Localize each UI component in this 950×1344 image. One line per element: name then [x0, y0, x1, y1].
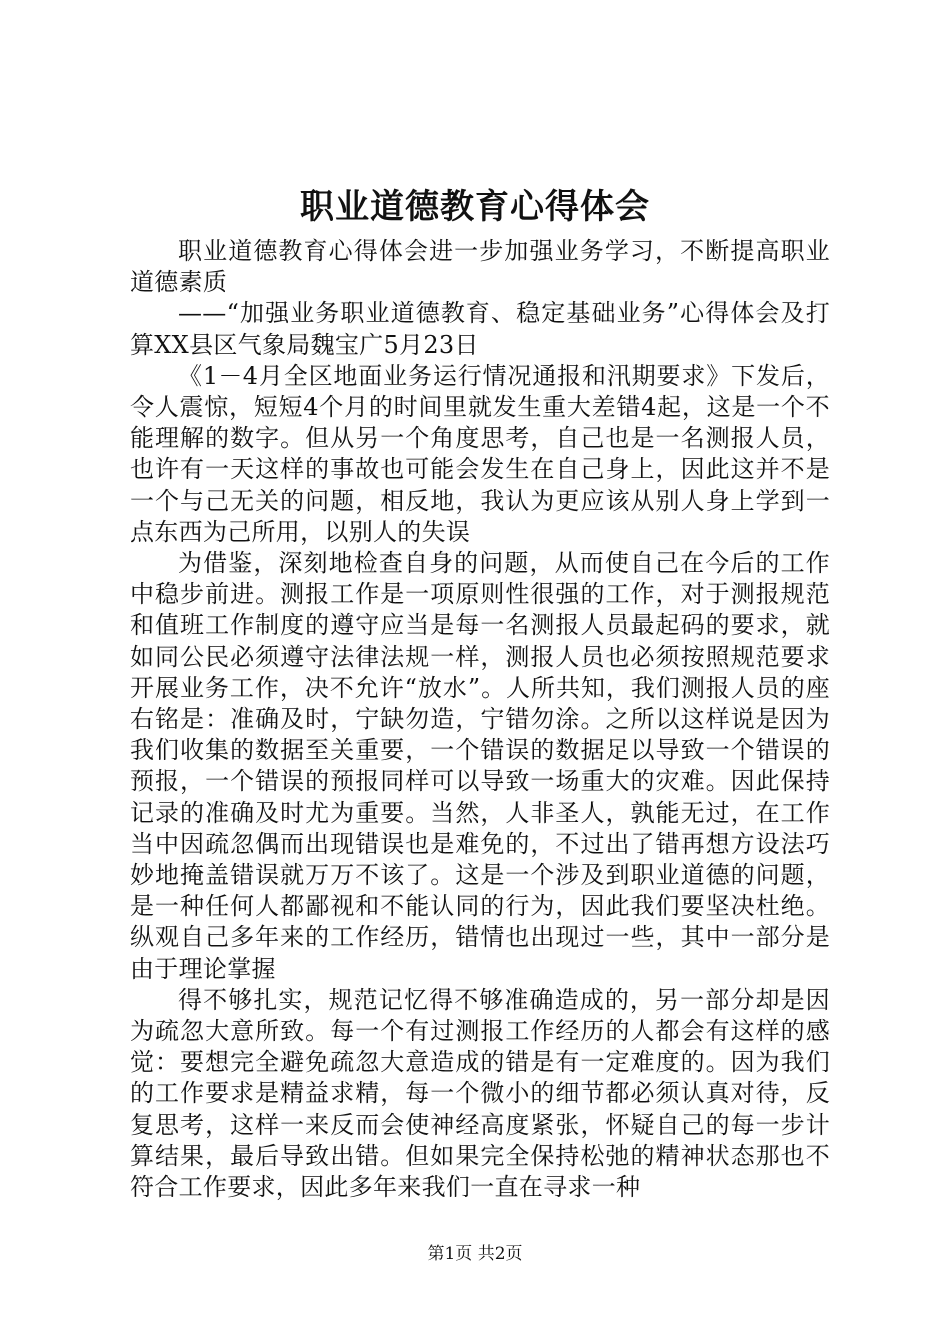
document-title: 职业道德教育心得体会 — [300, 187, 650, 227]
paragraph-5: 得不够扎实，规范记忆得不够准确造成的，另一部分却是因为疏忽大意所致。每一个有过测报工作经历的人都会有这样的感觉：要想完全避免疏忽大意造成的错是有一定难度的。因为我们的工作要求是精益求精，每一个微小的细节都必须认真对待，反复思考，这样一来反而会使神经高度紧张，怀疑自己的每一步计算结果，最后导致出错。但如果完全保持松弛的精神状态那也不符合工作要求，因此多年来我们一直在寻求一种 — [130, 985, 830, 1202]
paragraph-1: 职业道德教育心得体会进一步加强业务学习，不断提高职业道德素质 — [130, 237, 830, 297]
document-body — [130, 236, 830, 1203]
paragraph-4: 为借鉴，深刻地检查自身的问题，从而使自己在今后的工作中稳步前进。测报工作是一项原则性很强的工作，对于测报规范和值班工作制度的遵守应当是每一名测报人员最起码的要求，就如同公民必须遵守法律法规一样，测报人员也必须按照规范要求开展业务工作，决不允许“放水”。人所共知，我们测报人员的座右铭是：准确及时，宁缺勿造，宁错勿涂。之所以这样说是因为我们收集的数据至关重要，一个错误的数据足以导致一个错误的预报，一个错误的预报同样可以导致一场重大的灾难。因此保持记录的准确及时尤为重要。当然，人非圣人，孰能无过，在工作当中因疏忽偶而出现错误也是难免的，不过出了错再想方设法巧妙地掩盖错误就万万不该了。这是一个涉及到职业道德的问题，是一种任何人都鄙视和不能认同的行为，因此我们要坚决杜绝。纵观自己多年来的工作经历，错情也出现过一些，其中一部分是由于理论掌握 — [130, 549, 830, 983]
paragraph-2: ——“加强业务职业道德教育、稳定基础业务”心得体会及打算XX县区气象局魏宝广5月23日 — [130, 299, 830, 359]
paragraph-3: 《1－4月全区地面业务运行情况通报和汛期要求》下发后，令人震惊，短短4个月的时间里就发生重大差错4起，这是一个不能理解的数字。但从另一个角度思考，自己也是一名测报人员，也许有一天这样的事故也可能会发生在自己身上，因此这并不是一个与己无关的问题，相反地，我认为更应该从别人身上学到一点东西为己所用，以别人的失误 — [130, 361, 830, 546]
page-footer: 第1页 共2页 — [427, 1244, 523, 1264]
